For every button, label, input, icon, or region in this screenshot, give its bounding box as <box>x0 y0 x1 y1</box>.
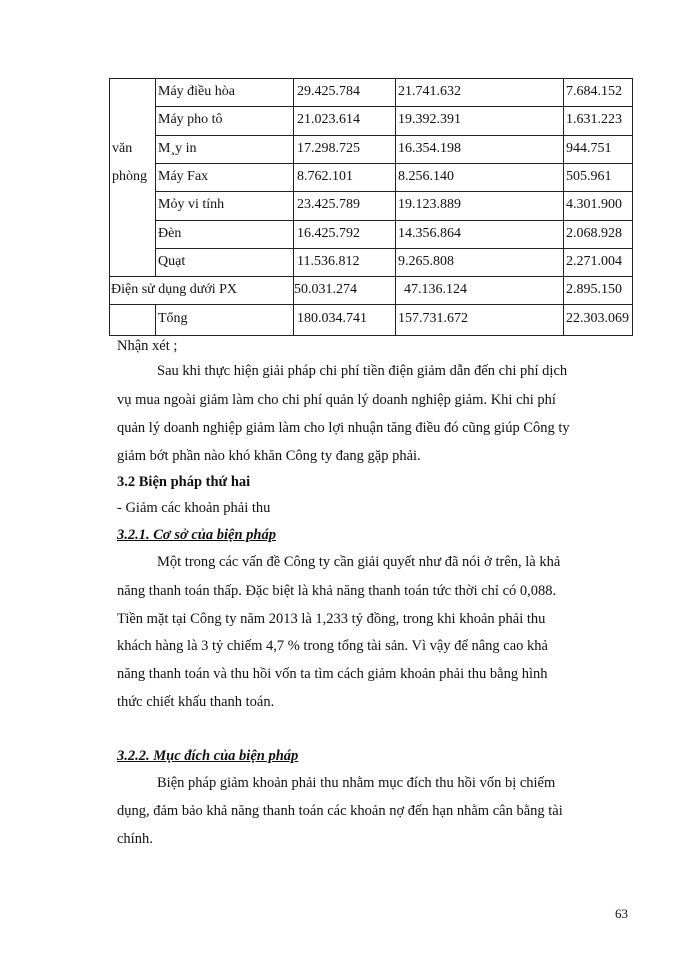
row-value: 9.265.808 <box>398 254 454 269</box>
total-value: 180.034.741 <box>297 311 367 326</box>
row-value: 2.068.928 <box>566 226 622 241</box>
row-value: 2.271.004 <box>566 254 622 269</box>
total-row-name: Tổng <box>158 311 188 326</box>
row-value: 19.123.889 <box>398 197 461 212</box>
row-name: Máy pho tô <box>158 112 223 127</box>
table-row-divider <box>155 220 633 221</box>
total-value: 157.731.672 <box>398 311 468 326</box>
paragraph-line: quản lý doanh nghiệp giảm làm cho lợi nhuận tăng điều đó cũng giúp Công ty <box>117 420 570 436</box>
section-heading: 3.2 Biện pháp thứ hai <box>117 474 251 490</box>
paragraph-line: giảm bớt phần nào khó khăn Công ty đang gặp phải. <box>117 448 421 464</box>
table-border-left <box>109 78 110 336</box>
table-row-divider <box>109 304 633 305</box>
row-value: 16.354.198 <box>398 141 461 156</box>
row-value: 944.751 <box>566 141 612 156</box>
table-border-bottom <box>109 335 633 336</box>
row-value: 8.256.140 <box>398 169 454 184</box>
row-value: 14.356.864 <box>398 226 461 241</box>
group-label: văn <box>112 141 133 156</box>
row-name: Máy điều hòa <box>158 84 235 99</box>
table-border-top <box>109 78 633 79</box>
table-row-divider <box>155 163 633 164</box>
paragraph-line: thức chiết khấu thanh toán. <box>117 694 275 710</box>
bullet-item: - Giảm các khoản phải thu <box>117 500 271 516</box>
group-label: phòng <box>112 169 147 184</box>
px-row-name: Điện sử dụng dưới PX <box>111 282 238 297</box>
row-value: 50.031.274 <box>294 282 357 297</box>
row-name: Quạt <box>158 254 186 269</box>
table-col-divider <box>563 78 564 336</box>
row-value: 21.741.632 <box>398 84 461 99</box>
table-col-divider <box>395 78 396 336</box>
table-row-divider <box>155 248 633 249</box>
subsection-heading: 3.2.1. Cơ sở của biện pháp <box>117 527 276 543</box>
row-name: Mỏy vi tính <box>158 197 225 212</box>
row-value: 16.425.792 <box>297 226 360 241</box>
paragraph-line: Sau khi thực hiện giải pháp chi phí tiền điện giảm dẫn đến chi phí dịch <box>157 363 568 379</box>
table-row-divider <box>155 191 633 192</box>
row-name: Máy Fax <box>158 169 209 184</box>
row-value: 2.895.150 <box>566 282 622 297</box>
row-value: 29.425.784 <box>297 84 360 99</box>
subsection-heading: 3.2.2. Mục đích của biện pháp <box>117 748 299 764</box>
paragraph-line: khách hàng là 3 tỷ chiếm 4,7 % trong tổng tài sản. Vì vậy để nâng cao khả <box>117 638 548 654</box>
row-value: 505.961 <box>566 169 612 184</box>
row-value: 21.023.614 <box>297 112 360 127</box>
paragraph-line: năng thanh toán thấp. Đặc biệt là khả năng thanh toán tức thời chỉ có 0,088. <box>117 583 557 599</box>
table-row-divider <box>109 276 633 277</box>
paragraph-line: vụ mua ngoài giảm làm cho chi phí quản lý doanh nghiệp giảm. Khi chi phí <box>117 392 556 408</box>
table-row-divider <box>155 135 633 136</box>
row-value: 17.298.725 <box>297 141 360 156</box>
table-row-divider <box>155 106 633 107</box>
row-name: Đèn <box>158 226 182 241</box>
row-name: M¸y in <box>158 141 197 156</box>
table-border-right <box>632 78 633 336</box>
row-value: 7.684.152 <box>566 84 622 99</box>
row-value: 23.425.789 <box>297 197 360 212</box>
paragraph-line: Một trong các vấn đề Công ty cần giải quyết như đã nói ở trên, là khả <box>157 554 561 570</box>
paragraph-line: Tiền mặt tại Công ty năm 2013 là 1,233 tỷ đồng, trong khi khoản phải thu <box>117 611 546 627</box>
paragraph-line: Biện pháp giảm khoản phải thu nhằm mục đích thu hồi vốn bị chiếm <box>157 775 556 791</box>
paragraph-line: năng thanh toán và thu hồi vốn ta tìm cách giảm khoản phải thu bằng hình <box>117 666 548 682</box>
row-value: 1.631.223 <box>566 112 622 127</box>
table-col-divider <box>155 78 156 276</box>
row-value: 11.536.812 <box>297 254 360 269</box>
total-value: 22.303.069 <box>566 311 629 326</box>
row-value: 47.136.124 <box>404 282 467 297</box>
row-value: 4.301.900 <box>566 197 622 212</box>
page-number: 63 <box>615 906 628 921</box>
table-col-divider <box>155 304 156 335</box>
paragraph-line: chính. <box>117 831 153 847</box>
row-value: 19.392.391 <box>398 112 461 127</box>
remark-label: Nhận xét ; <box>117 338 178 354</box>
row-value: 8.762.101 <box>297 169 353 184</box>
paragraph-line: dụng, đảm bảo khả năng thanh toán các khoản nợ đến hạn nhằm cân bằng tài <box>117 803 563 819</box>
